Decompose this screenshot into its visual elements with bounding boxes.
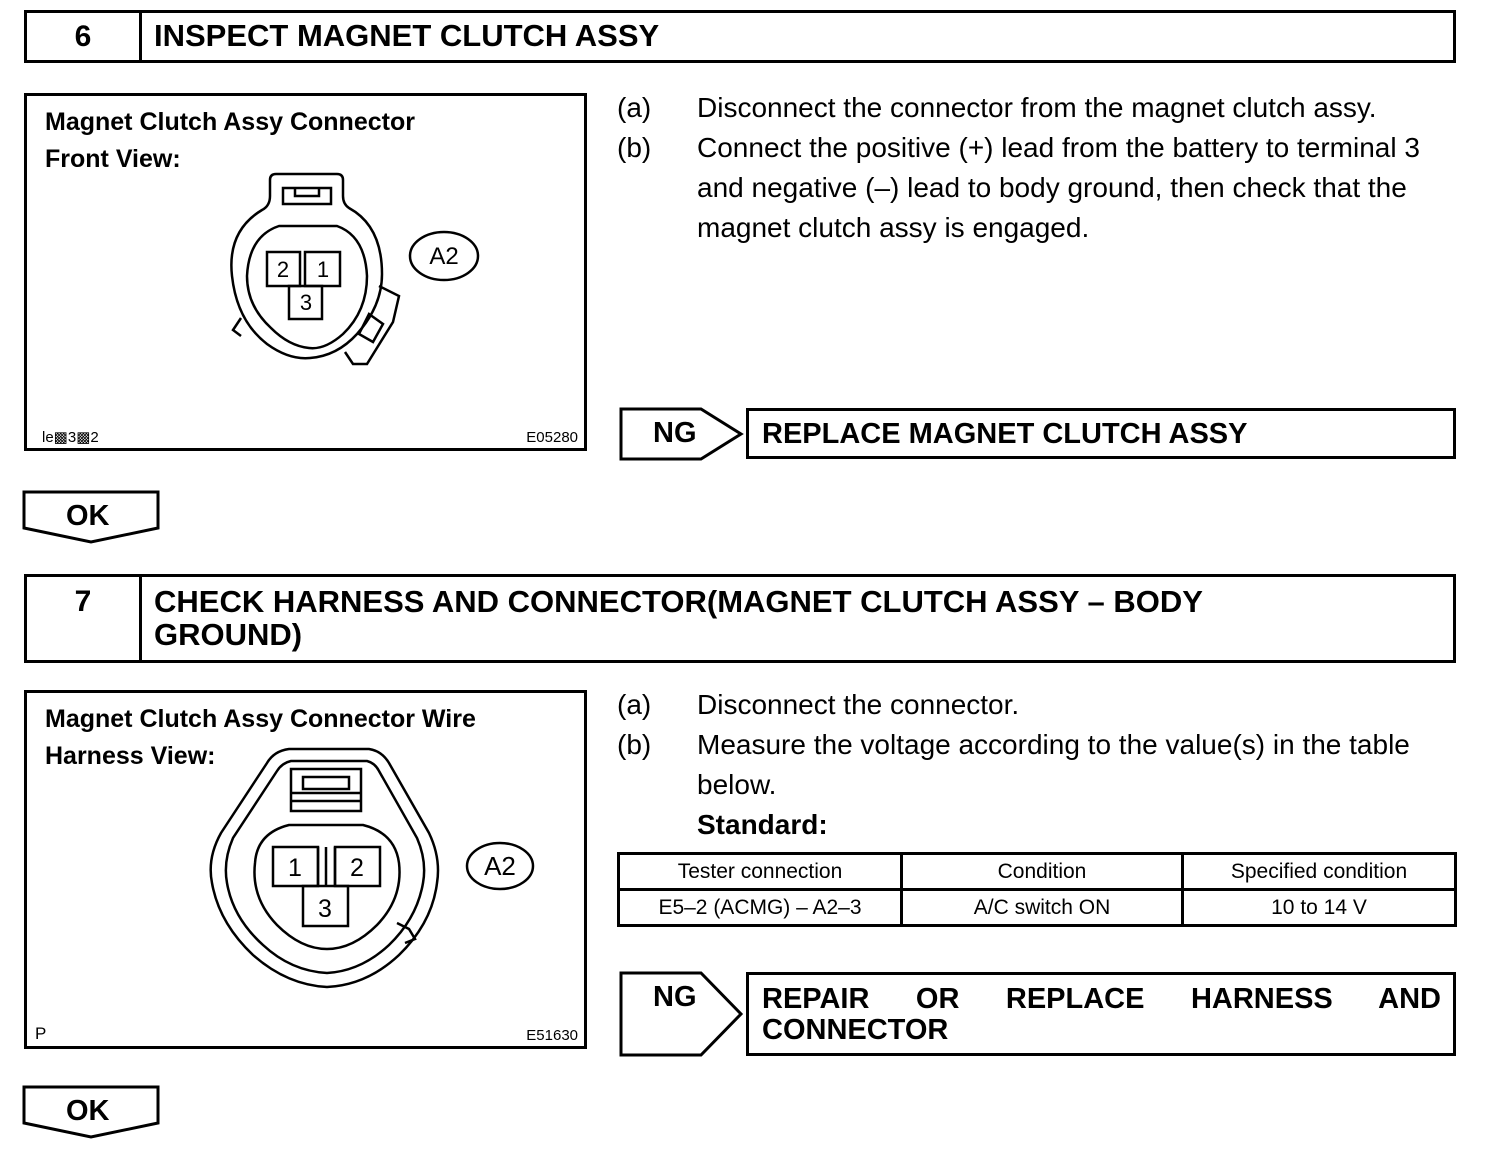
step-label: (b) [617, 729, 652, 760]
standard-table [617, 852, 1457, 927]
section-6-number: 6 [27, 13, 142, 60]
ng-action-text-line1: REPAIR OR REPLACE HARNESS AND [762, 983, 1441, 1015]
pin-label: 1 [288, 854, 302, 882]
section-7-title-line2: GROUND) [154, 617, 303, 652]
pin-label: 3 [299, 290, 313, 315]
section-6-title: INSPECT MAGNET CLUTCH ASSY [154, 18, 660, 53]
section-7-header [24, 574, 1456, 663]
step-label: (a) [617, 689, 652, 720]
step-label: (b) [617, 132, 652, 163]
figure-caption-line2: Harness View: [45, 742, 216, 770]
section-7-steps [617, 685, 1462, 845]
connector-harness-view-drawing [27, 693, 584, 1046]
ng-action-box [746, 972, 1456, 1056]
pin-label: 2 [276, 257, 290, 282]
section-6-header [24, 10, 1456, 63]
table-header: Tester connection [619, 854, 902, 890]
ng-tag: NG [653, 417, 697, 449]
figure-code-right: E05280 [526, 429, 578, 446]
connector-front-view-drawing [27, 96, 584, 448]
section-7-title [142, 577, 1453, 660]
step-text: Measure the voltage according to the value(s) in the table below. [697, 729, 1410, 800]
table-row [619, 890, 1456, 926]
standard-label: Standard: [697, 809, 828, 840]
table-header: Specified condition [1183, 854, 1456, 890]
ng-action-box [746, 408, 1456, 459]
figure-code-left: P [35, 1024, 47, 1043]
figure-code-left: le▩3▩2 [42, 429, 99, 446]
step-text: Connect the positive (+) lead from the battery to terminal 3 and negative (–) lead to body ground, then check that the magnet clutch assy is engaged. [697, 132, 1420, 243]
step-label: (a) [617, 92, 652, 123]
step-item [617, 685, 1462, 725]
connector-label: A2 [429, 243, 459, 270]
step-item [617, 725, 1462, 805]
table-cell: E5–2 (ACMG) – A2–3 [619, 890, 902, 926]
figure-code-right: E51630 [526, 1027, 578, 1044]
table-cell: 10 to 14 V [1183, 890, 1456, 926]
step-item [617, 128, 1462, 248]
step-text: Disconnect the connector. [697, 689, 1020, 720]
section-6-steps [617, 88, 1462, 248]
pin-label: 1 [316, 257, 330, 282]
connector-label: A2 [484, 851, 516, 881]
figure-caption-line1: Magnet Clutch Assy Connector Wire [45, 705, 476, 733]
figure-caption-line1: Magnet Clutch Assy Connector [45, 108, 415, 136]
ok-tag: OK [66, 500, 110, 532]
section-6-figure [24, 93, 587, 451]
figure-caption-line2: Front View: [45, 145, 181, 173]
table-header: Condition [902, 854, 1183, 890]
section-7-title-line1: CHECK HARNESS AND CONNECTOR(MAGNET CLUTCH ASSY – BODY [154, 584, 1203, 619]
table-cell: A/C switch ON [902, 890, 1183, 926]
ng-action-text-line2: CONNECTOR [762, 1014, 949, 1046]
ng-action-text: REPLACE MAGNET CLUTCH ASSY [762, 418, 1248, 450]
step-item [617, 88, 1462, 128]
table-header-row [619, 854, 1456, 890]
step-text: Disconnect the connector from the magnet clutch assy. [697, 92, 1377, 123]
pin-label: 2 [350, 854, 364, 882]
ng-tag: NG [653, 981, 697, 1013]
ok-tag: OK [66, 1095, 110, 1127]
section-7-figure [24, 690, 587, 1049]
section-7-number: 7 [27, 577, 142, 660]
pin-label: 3 [318, 895, 332, 923]
